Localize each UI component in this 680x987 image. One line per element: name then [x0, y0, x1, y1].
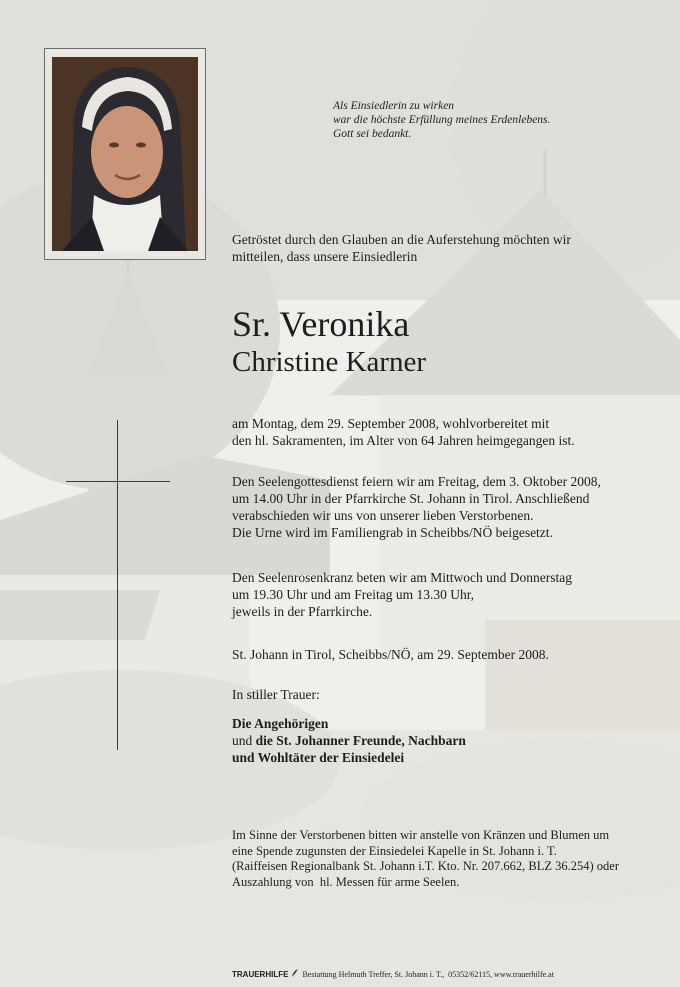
funeral-line: Die Urne wird im Familiengrab in Scheibbs/NÖ beigesetzt. — [232, 525, 553, 540]
portrait-frame — [44, 48, 206, 260]
death-notice — [232, 415, 575, 449]
mourners-line — [232, 732, 466, 749]
intro-line: Getröstet durch den Glauben an die Auferstehung möchten wir — [232, 232, 571, 247]
mourners-intro: In stiller Trauer: — [232, 687, 320, 702]
footer-brand: TRAUERHILFE — [232, 970, 289, 979]
donation-line: Auszahlung von hl. Messen für arme Seelen. — [232, 874, 460, 889]
donation-request — [232, 828, 619, 890]
funeral-line: verabschieden wir uns von unserer lieben Verstorbenen. — [232, 508, 534, 523]
funeral-line: um 14.00 Uhr in der Pfarrkirche St. Johann in Tirol. Anschließend — [232, 491, 590, 506]
motto-line: Als Einsiedlerin zu wirken — [333, 100, 455, 112]
rosary-line: jeweils in der Pfarrkirche. — [232, 604, 373, 619]
footer — [232, 968, 554, 980]
deceased-name-secondary: Christine Karner — [232, 346, 427, 378]
mourners-list — [232, 715, 466, 766]
death-notice-line: am Montag, dem 29. September 2008, wohlvorbereitet mit — [232, 416, 550, 431]
nun-portrait-photo — [52, 57, 198, 251]
mourners-family: Die Angehörigen — [232, 716, 329, 731]
funeral-details — [232, 473, 601, 541]
mourners-prefix: und — [232, 733, 256, 748]
footer-text: Bestattung Helmuth Treffer, St. Johann i. T., 05352/62115, www.trauerhilfe.at — [302, 970, 554, 979]
death-notice-line: den hl. Sakramenten, im Alter von 64 Jahren heimgegangen ist. — [232, 433, 575, 448]
motto-quote — [333, 99, 550, 141]
memorial-cross-icon — [117, 420, 118, 750]
donation-line: Im Sinne der Verstorbenen bitten wir anstelle von Kränzen und Blumen um — [232, 828, 610, 842]
rosary-details — [232, 569, 572, 620]
intro-line: mitteilen, dass unsere Einsiedlerin — [232, 249, 418, 264]
donation-line: (Raiffeisen Regionalbank St. Johann i.T. Kto. Nr. 207.662, BLZ 36.254) oder — [232, 859, 619, 873]
mourners-benefactors: und Wohltäter der Einsiedelei — [232, 750, 405, 765]
mourners-friends: die St. Johanner Freunde, Nachbarn — [255, 733, 466, 748]
funeral-line: Den Seelengottesdienst feiern wir am Freitag, dem 3. Oktober 2008, — [232, 474, 601, 489]
rosary-line: Den Seelenrosenkranz beten wir am Mittwoch und Donnerstag — [232, 570, 573, 585]
place-date: St. Johann in Tirol, Scheibbs/NÖ, am 29. September 2008. — [232, 647, 549, 662]
feather-logo-icon — [291, 968, 299, 978]
motto-line: Gott sei bedankt. — [333, 128, 412, 140]
motto-line: war die höchste Erfüllung meines Erdenlebens. — [333, 114, 551, 126]
deceased-name-primary: Sr. Veronika — [232, 304, 410, 344]
intro-text — [232, 231, 571, 265]
memorial-cross-bar — [66, 481, 170, 482]
donation-line: eine Spende zugunsten der Einsiedelei Kapelle in St. Johann i. T. — [232, 843, 557, 858]
rosary-line: um 19.30 Uhr und am Freitag um 13.30 Uhr, — [232, 587, 475, 602]
